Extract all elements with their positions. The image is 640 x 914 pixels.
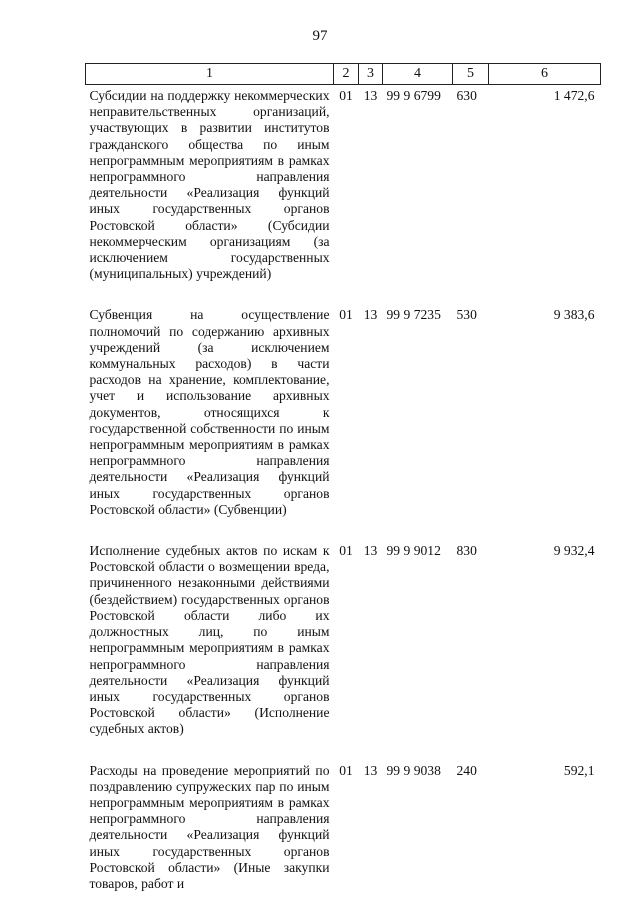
column-header-6: 6: [489, 64, 601, 85]
row-expense-type-code: 630: [453, 85, 489, 305]
table-row: [86, 85, 601, 305]
row-amount: 9 383,6: [489, 304, 601, 540]
row-expense-type-code: 240: [453, 760, 489, 914]
header-row: [86, 64, 601, 85]
row-description: Субвенция на осуществление полномочий по содержанию архивных учреждений (за исключением коммунальных расходов) в части расходов на хранение, комплектование, учет и использование архивных документов, относящихся к государственной собственности по иным непрограммным мероприятиям в рамках непрограммного направления деятельности «Реализация функций иных государственных органов Ростовской области» (Субвенции): [86, 304, 334, 540]
row-target-article-code: 99 9 9038: [383, 760, 453, 914]
row-amount: 9 932,4: [489, 540, 601, 759]
table-row: [86, 760, 601, 914]
row-subsection-code: 13: [359, 304, 383, 540]
column-header-2: 2: [334, 64, 359, 85]
row-target-article-code: 99 9 7235: [383, 304, 453, 540]
row-subsection-code: 13: [359, 540, 383, 759]
row-section-code: 01: [334, 304, 359, 540]
row-subsection-code: 13: [359, 760, 383, 914]
row-expense-type-code: 530: [453, 304, 489, 540]
row-subsection-code: 13: [359, 85, 383, 305]
budget-table: [85, 63, 601, 914]
column-header-3: 3: [359, 64, 383, 85]
table-header: [86, 64, 601, 85]
table-body: [86, 85, 601, 914]
table-row: [86, 540, 601, 759]
column-header-5: 5: [453, 64, 489, 85]
row-expense-type-code: 830: [453, 540, 489, 759]
row-description: Субсидии на поддержку некоммерческих неправительственных организаций, участвующих в развитии институтов гражданского общества по иным непрограммным мероприятиям в рамках непрограммного направления деятельности «Реализация функций иных государственных органов Ростовской области» (Субсидии некоммерческим организациям (за исключением государственных (муниципальных) учреждений): [86, 85, 334, 305]
row-amount: 1 472,6: [489, 85, 601, 305]
row-section-code: 01: [334, 540, 359, 759]
column-header-1: 1: [86, 64, 334, 85]
row-target-article-code: 99 9 6799: [383, 85, 453, 305]
row-section-code: 01: [334, 85, 359, 305]
row-description: Исполнение судебных актов по искам к Ростовской области о возмещении вреда, причиненного незаконными действиями (бездействием) государственных органов Ростовской области либо их должностных лиц, по иным непрограммным мероприятиям в рамках непрограммного направления деятельности «Реализация функций иных государственных органов Ростовской области» (Исполнение судебных актов): [86, 540, 334, 759]
row-amount: 592,1: [489, 760, 601, 914]
page-number: 97: [0, 28, 640, 45]
table-row: [86, 304, 601, 540]
column-header-4: 4: [383, 64, 453, 85]
row-description: Расходы на проведение мероприятий по поздравлению супружеских пар по иным непрограммным мероприятиям в рамках непрограммного направления деятельности «Реализация функций иных государственных органов Ростовской области» (Иные закупки товаров, работ и: [86, 760, 334, 914]
row-section-code: 01: [334, 760, 359, 914]
row-target-article-code: 99 9 9012: [383, 540, 453, 759]
